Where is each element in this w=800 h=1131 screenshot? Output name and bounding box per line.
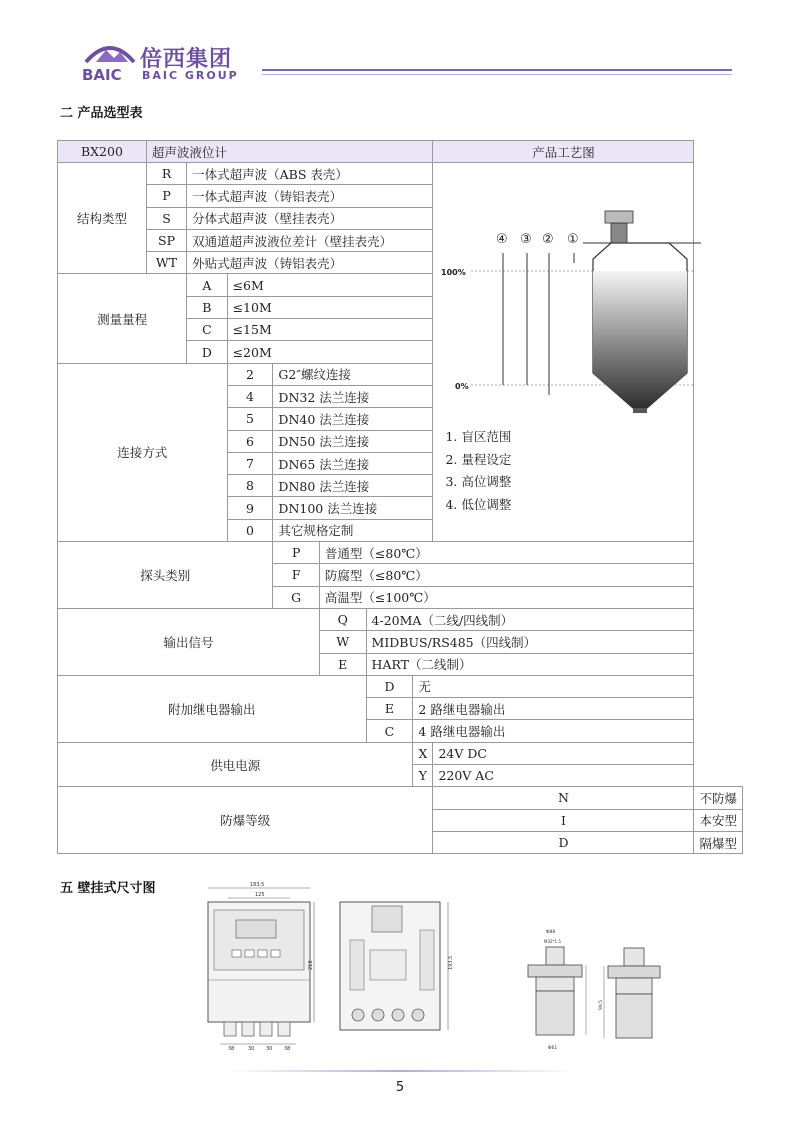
dim-probe-height: 99.5: [599, 999, 604, 1010]
option-code: W: [319, 631, 366, 653]
table-row: [58, 542, 743, 564]
option-code: I: [433, 809, 694, 831]
legend-item-4: 4. 低位调整: [445, 496, 512, 512]
option-code: R: [146, 163, 186, 185]
dim-inner-width: 125: [255, 892, 265, 898]
option-code: 8: [227, 475, 273, 497]
legend-item-3: 3. 高位调整: [445, 474, 512, 489]
option-description: ≤6M: [227, 274, 433, 296]
option-description: 无: [413, 675, 694, 697]
table-row: [58, 675, 743, 697]
diagram-marker-3: ②: [542, 232, 555, 247]
page-number: 5: [395, 1080, 405, 1095]
legend-item-1: 1. 盲区范围: [445, 429, 512, 444]
dim-spacing-1: 38: [228, 1046, 235, 1052]
group-name: 连接方式: [58, 363, 228, 541]
dim-spacing-4: 38: [284, 1046, 291, 1052]
process-diagram-cell: [433, 163, 694, 542]
option-code: P: [146, 185, 186, 207]
section-title-dimensions: 五 壁挂式尺寸图: [60, 881, 156, 896]
table-header-row: [58, 141, 743, 163]
option-code: 5: [227, 408, 273, 430]
dim-height: 218: [308, 960, 314, 970]
group-name: 输出信号: [58, 608, 320, 675]
logo-mark-text: BAIC: [82, 66, 122, 84]
option-description: 不防爆: [694, 787, 743, 809]
table-row: [58, 163, 743, 185]
enclosure-back-drawing: [330, 890, 460, 1055]
dim-spacing-3: 30: [266, 1046, 273, 1052]
diagram-title: 产品工艺图: [433, 141, 694, 163]
option-code: Q: [319, 608, 366, 630]
option-description: DN50 法兰连接: [273, 430, 433, 452]
option-description: DN40 法兰连接: [273, 408, 433, 430]
option-description: 高温型（≤100℃）: [319, 586, 694, 608]
option-description: MIDBUS/RS485（四线制）: [366, 631, 694, 653]
probe-drawing-front: [520, 925, 590, 1055]
group-name: 探头类别: [58, 542, 273, 609]
option-description: 防腐型（≤80℃）: [319, 564, 694, 586]
diagram-marker-4: ①: [567, 232, 580, 247]
option-code: C: [366, 720, 413, 742]
option-description: 4 路继电器输出: [413, 720, 694, 742]
enclosure-front-drawing: [200, 880, 320, 1055]
group-name: 防爆等级: [58, 787, 433, 854]
level-high-label: 100%: [441, 268, 467, 277]
dim-probe-bottom: Φ61: [548, 1046, 558, 1051]
option-description: 24V DC: [433, 742, 694, 764]
probe-drawing-side: [600, 940, 670, 1055]
table-row: [58, 787, 743, 809]
table-row: [58, 608, 743, 630]
option-code: A: [187, 274, 227, 296]
option-description: ≤10M: [227, 296, 433, 318]
option-code: D: [366, 675, 413, 697]
selection-table: [57, 140, 743, 854]
group-name: 附加继电器输出: [58, 675, 367, 742]
option-code: P: [273, 542, 319, 564]
section-title-selection: 二 产品选型表: [60, 106, 143, 121]
option-description: 一体式超声波（ABS 表壳）: [187, 163, 433, 185]
option-code: X: [413, 742, 433, 764]
option-code: 7: [227, 452, 273, 474]
option-description: 双通道超声波液位差计（壁挂表壳）: [187, 229, 433, 251]
option-code: F: [273, 564, 319, 586]
option-code: 9: [227, 497, 273, 519]
header-rule: [262, 69, 732, 71]
dim-probe-top: Φ88: [546, 930, 556, 935]
option-code: 2: [227, 363, 273, 385]
company-logo: [80, 40, 260, 86]
option-code: 6: [227, 430, 273, 452]
option-code: C: [187, 319, 227, 341]
option-description: G2″螺纹连接: [273, 363, 433, 385]
option-description: ≤20M: [227, 341, 433, 363]
option-description: HART（二线制）: [366, 653, 694, 675]
option-code: SP: [146, 229, 186, 251]
dim-back-height: 193.5: [448, 955, 454, 970]
option-code: G: [273, 586, 319, 608]
dim-enclosure-width: 183.5: [250, 882, 265, 888]
option-code: 0: [227, 519, 273, 541]
model-code: BX200: [58, 141, 147, 163]
option-code: E: [366, 698, 413, 720]
option-code: D: [433, 831, 694, 853]
header-rule-thin: [262, 74, 732, 75]
table-row: [58, 742, 743, 764]
option-code: WT: [146, 252, 186, 274]
option-code: 4: [227, 385, 273, 407]
option-description: 4-20MA（二线/四线制）: [366, 608, 694, 630]
logo-chinese: 倍西集团: [140, 47, 233, 72]
diagram-marker-2: ③: [520, 232, 533, 247]
option-description: ≤15M: [227, 319, 433, 341]
option-description: 2 路继电器输出: [413, 698, 694, 720]
dim-thread: M32*1.5: [544, 939, 561, 944]
logo-english: BAIC GROUP: [142, 69, 239, 82]
logo-mark-icon: [80, 40, 140, 86]
group-name: 测量量程: [58, 274, 187, 363]
option-code: D: [187, 341, 227, 363]
option-description: DN100 法兰连接: [273, 497, 433, 519]
option-description: 隔爆型: [694, 831, 743, 853]
option-description: 220V AC: [433, 765, 694, 787]
diagram-legend: [437, 418, 511, 516]
option-description: 其它规格定制: [273, 519, 433, 541]
tank-diagram: [433, 163, 719, 433]
group-name: 结构类型: [58, 163, 147, 274]
option-description: 普通型（≤80℃）: [319, 542, 694, 564]
option-code: E: [319, 653, 366, 675]
legend-item-2: 2. 量程设定: [445, 451, 512, 467]
option-description: DN32 法兰连接: [273, 385, 433, 407]
option-code: B: [187, 296, 227, 318]
option-description: 分体式超声波（壁挂表壳）: [187, 207, 433, 229]
diagram-marker-1: ④: [496, 232, 509, 247]
option-description: 本安型: [694, 809, 743, 831]
option-description: 一体式超声波（铸铝表壳）: [187, 185, 433, 207]
level-low-label: 0%: [455, 382, 470, 391]
option-code: S: [146, 207, 186, 229]
option-description: 外贴式超声波（铸铝表壳）: [187, 252, 433, 274]
option-description: DN65 法兰连接: [273, 452, 433, 474]
product-name: 超声波液位计: [146, 141, 433, 163]
option-code: N: [433, 787, 694, 809]
dim-spacing-2: 30: [248, 1046, 255, 1052]
group-name: 供电电源: [58, 742, 413, 787]
footer-rule: [226, 1070, 576, 1072]
option-code: Y: [413, 765, 433, 787]
option-description: DN80 法兰连接: [273, 475, 433, 497]
